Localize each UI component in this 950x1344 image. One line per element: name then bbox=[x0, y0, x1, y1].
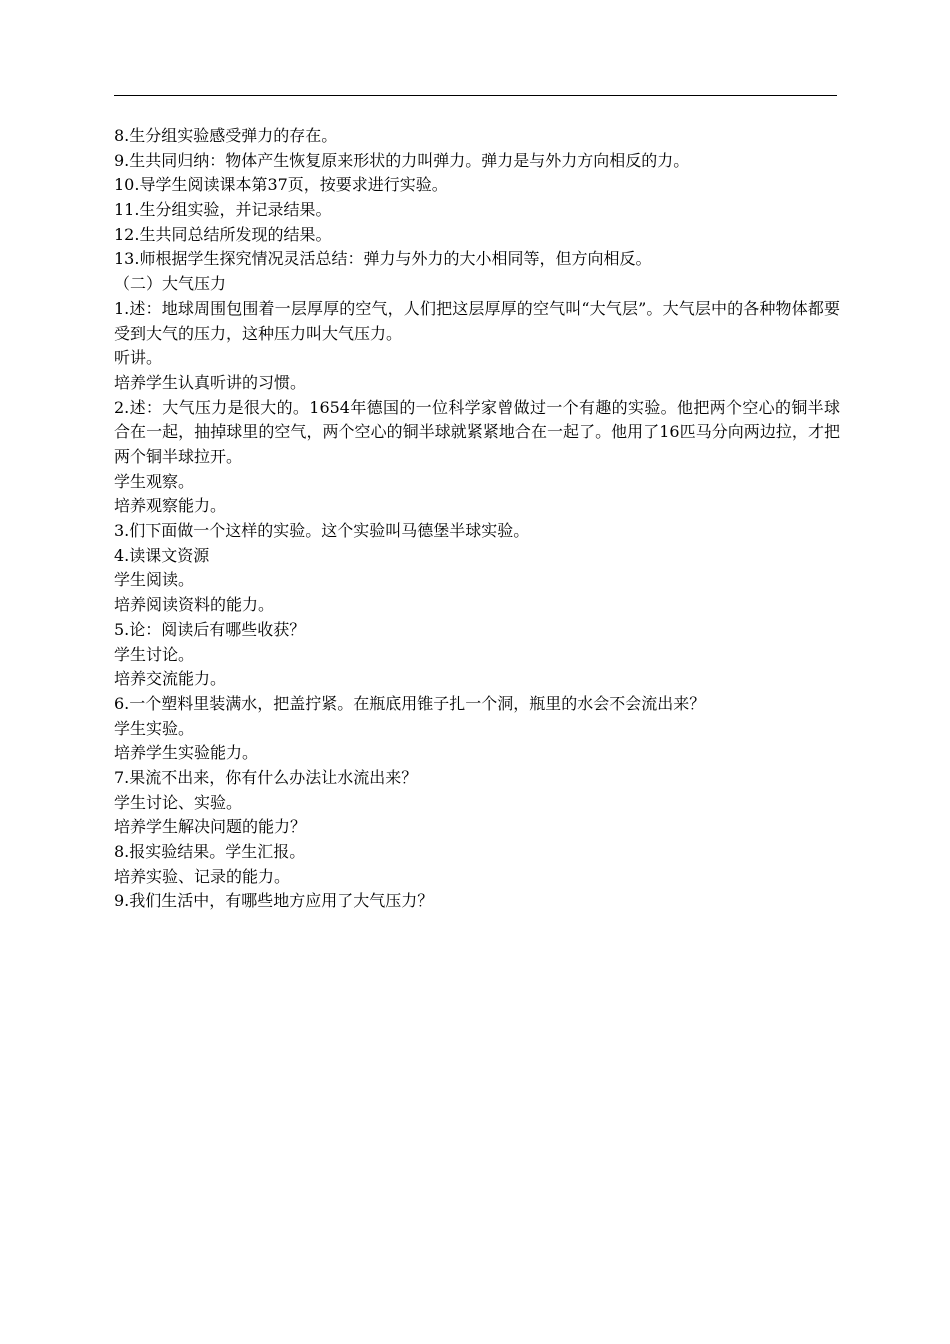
text-line: 培养交流能力。 bbox=[114, 669, 227, 689]
text-line: 培养实验、记录的能力。 bbox=[114, 866, 291, 886]
text-paragraph: 2.述：大气压力是很大的。1654年德国的一位科学家曾做过一个有趣的实验。他把两个空心的铜半球合在一起，抽掉球里的空气，两个空心的铜半球就紧紧地合在一起了。他用了16匹马分向两边拉，才把两个铜半球拉开。 bbox=[114, 397, 840, 466]
text-line: 培养学生解决问题的能力？ bbox=[114, 817, 307, 837]
text-line: 培养学生实验能力。 bbox=[114, 743, 259, 763]
text-line: 学生阅读。 bbox=[114, 570, 195, 590]
text-line: 12.生共同总结所发现的结果。 bbox=[114, 224, 332, 244]
text-line: 11.生分组实验，并记录结果。 bbox=[114, 200, 332, 220]
document-body bbox=[114, 124, 840, 914]
section-heading: （二）大气压力 bbox=[114, 274, 227, 294]
text-line: 7.果流不出来，你有什么办法让水流出来？ bbox=[114, 767, 418, 787]
text-line: 8.生分组实验感受弹力的存在。 bbox=[114, 126, 338, 145]
text-line: 9.生共同归纳：物体产生恢复原来形状的力叫弹力。弹力是与外力方向相反的力。 bbox=[114, 150, 690, 170]
text-line: 10.导学生阅读课本第37页，按要求进行实验。 bbox=[114, 175, 448, 195]
text-line: 4.读课文资源 bbox=[114, 545, 210, 565]
text-line: 培养阅读资料的能力。 bbox=[114, 595, 275, 615]
text-line: 学生讨论、实验。 bbox=[114, 792, 243, 812]
text-line: 学生实验。 bbox=[114, 718, 195, 738]
text-line: 5.论：阅读后有哪些收获？ bbox=[114, 619, 306, 639]
text-line: 听讲。 bbox=[114, 348, 163, 368]
header-rule bbox=[114, 95, 837, 96]
text-line: 培养学生认真听讲的习惯。 bbox=[114, 372, 307, 392]
text-line: 13.师根据学生探究情况灵活总结：弹力与外力的大小相同等，但方向相反。 bbox=[114, 249, 652, 269]
text-line: 3.们下面做一个这样的实验。这个实验叫马德堡半球实验。 bbox=[114, 521, 530, 541]
text-line: 6.一个塑料里装满水，把盖拧紧。在瓶底用锥子扎一个洞，瓶里的水会不会流出来？ bbox=[114, 693, 706, 713]
text-line: 9.我们生活中，有哪些地方应用了大气压力？ bbox=[114, 891, 434, 911]
text-line: 培养观察能力。 bbox=[114, 496, 227, 516]
text-line: 8.报实验结果。学生汇报。 bbox=[114, 842, 306, 862]
text-line: 学生观察。 bbox=[114, 471, 195, 491]
text-line: 学生讨论。 bbox=[114, 644, 195, 664]
text-paragraph: 1.述：地球周围包围着一层厚厚的空气，人们把这层厚厚的空气叫“大气层”。大气层中的各种物体都要受到大气的压力，这种压力叫大气压力。 bbox=[114, 298, 840, 343]
